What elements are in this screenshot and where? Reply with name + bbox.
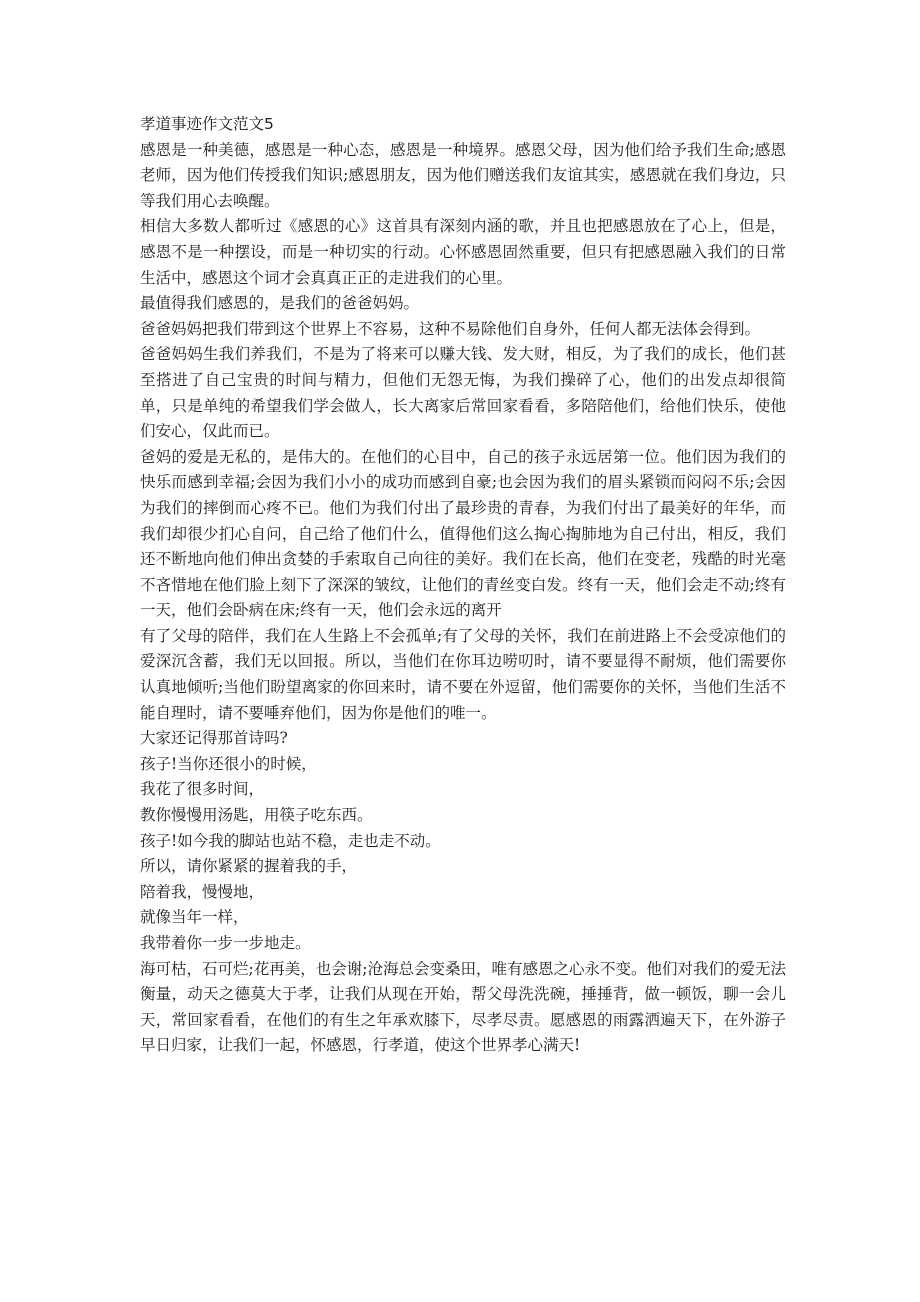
poem-line-2: 我花了很多时间， bbox=[140, 780, 265, 799]
poem-intro: 大家还记得那首诗吗? bbox=[140, 729, 288, 748]
poem-line-8: 我带着你一步一步地走。 bbox=[140, 934, 311, 952]
poem-line-5: 所以，请你紧紧的握着我的手， bbox=[140, 857, 358, 876]
document-title: 孝道事迹作文范文5 bbox=[140, 115, 274, 133]
document-body bbox=[140, 112, 786, 1059]
paragraph-5: 爸爸妈妈生我们养我们，不是为了将来可以赚大钱、发大财，相反，为了我们的成长，他们甚至搭进了自己宝贵的时间与精力，但他们无怨无悔，为我们操碎了心，他们的出发点却很简单，只是单纯的希望我们学会做人，长大离家后常回家看看，多陪陪他们，给他们快乐，使他们安心，仅此而已。 bbox=[140, 345, 786, 441]
closing-paragraph: 海可枯，石可烂;花再美，也会谢;沧海总会变桑田，唯有感恩之心永不变。他们对我们的爱无法衡量，动天之德莫大于孝，让我们从现在开始，帮父母洗洗碗，捶捶背，做一顿饭，聊一会儿天，常回家看看，在他们的有生之年承欢膝下，尽孝尽责。愿感恩的雨露洒遍天下，在外游子早日归家，让我们一起，怀感恩，行孝道，使这个世界孝心满天! bbox=[140, 959, 786, 1055]
paragraph-6: 爸妈的爱是无私的，是伟大的。在他们的心目中，自己的孩子永远居第一位。他们因为我们的快乐而感到幸福;会因为我们小小的成功而感到自豪;也会因为我们的眉头紧锁而闷闷不乐;会因为我们的摔倒而心疼不已。他们为我们付出了最珍贵的青春，为我们付出了最美好的年华，而我们却很少扪心自问，自己给了他们什么，值得他们这么掏心掏肺地为自己付出，相反，我们还不断地向他们伸出贪婪的手索取自己向往的美好。我们在长高，他们在变老，残酷的时光毫不吝惜地在他们脸上刻下了深深的皱纹，让他们的青丝变白发。终有一天，他们会走不动;终有一天，他们会卧病在床;终有一天，他们会永远的离开 bbox=[140, 447, 786, 620]
paragraph-2: 相信大多数人都听过《感恩的心》这首具有深刻内涵的歌，并且也把感恩放在了心上，但是，感恩不是一种摆设，而是一种切实的行动。心怀感恩固然重要，但只有把感恩融入我们的日常生活中，感恩这个词才会真真正正的走进我们的心里。 bbox=[140, 217, 786, 287]
paragraph-7: 有了父母的陪伴，我们在人生路上不会孤单;有了父母的关怀，我们在前进路上不会受凉他们的爱深沉含蓄，我们无以回报。所以，当他们在你耳边唠叨时，请不要显得不耐烦，他们需要你认真地倾听;当他们盼望离家的你回来时，请不要在外逗留，他们需要你的关怀，当他们生活不能自理时，请不要唾弃他们，因为你是他们的唯一。 bbox=[140, 626, 786, 722]
paragraph-4: 爸爸妈妈把我们带到这个世界上不容易，这种不易除他们自身外，任何人都无法体会得到。 bbox=[140, 319, 761, 338]
poem-line-1: 孩子!当你还很小的时候， bbox=[140, 754, 317, 773]
poem-line-6: 陪着我，慢慢地， bbox=[140, 882, 265, 901]
poem-line-3: 教你慢慢用汤匙，用筷子吃东西。 bbox=[140, 806, 373, 825]
paragraph-3: 最值得我们感恩的，是我们的爸爸妈妈。 bbox=[140, 294, 420, 313]
paragraph-1: 感恩是一种美德，感恩是一种心态，感恩是一种境界。感恩父母，因为他们给予我们生命;感恩老师，因为他们传授我们知识;感恩朋友，因为他们赠送我们友谊其实，感恩就在我们身边，只等我们用心去唤醒。 bbox=[140, 140, 786, 210]
poem-line-4: 孩子!如今我的脚站也站不稳，走也走不动。 bbox=[140, 831, 441, 850]
poem-line-7: 就像当年一样， bbox=[140, 908, 249, 927]
